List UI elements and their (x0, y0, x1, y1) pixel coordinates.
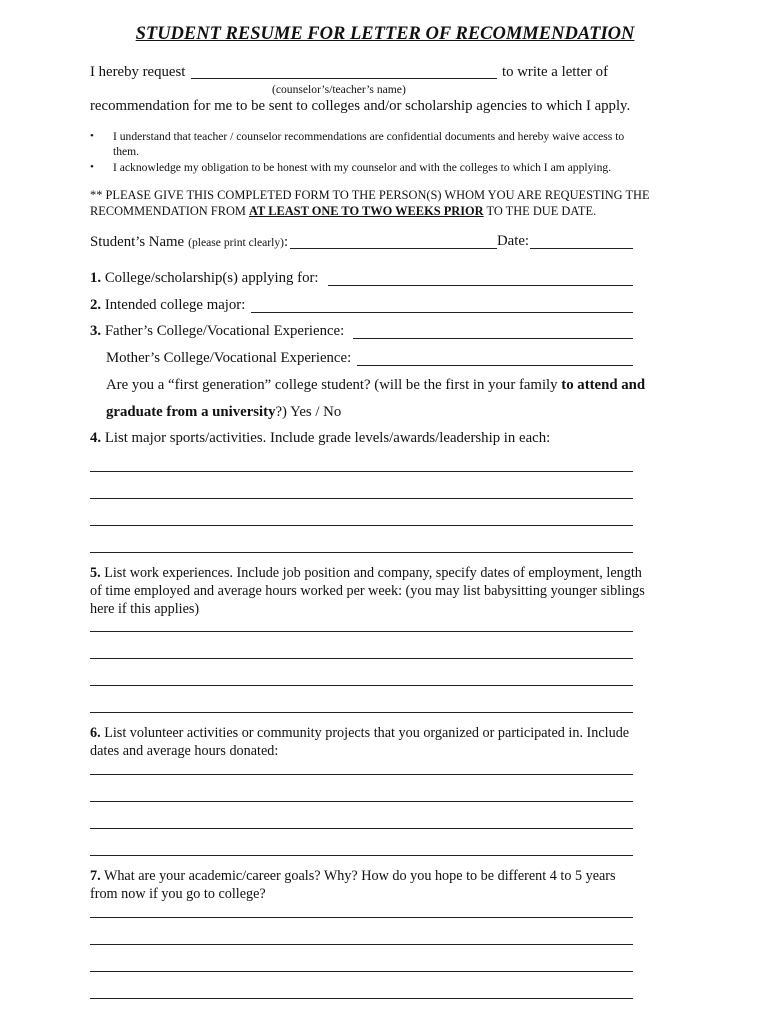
student-name-hint: (please print clearly) (188, 236, 285, 249)
question-7-line2: from now if you go to college? (90, 886, 266, 902)
answer-line[interactable] (90, 471, 633, 472)
answer-line[interactable] (90, 498, 633, 499)
question-4 (90, 430, 550, 447)
father-experience-field[interactable] (353, 338, 633, 339)
answer-line[interactable] (90, 917, 633, 918)
bullet-dot: • (90, 161, 94, 173)
notice-line1: ** PLEASE GIVE THIS COMPLETED FORM TO THE PERSON(S) WHOM YOU ARE REQUESTING THE (90, 188, 650, 202)
question-5-line3: here if this applies) (90, 601, 200, 617)
answer-line[interactable] (90, 971, 633, 972)
request-suffix: to write a letter of (502, 64, 608, 80)
notice-line2-suffix: TO THE DUE DATE. (483, 204, 597, 218)
notice-emphasis: AT LEAST ONE TO TWO WEEKS PRIOR (249, 204, 484, 218)
question-3-number: 3. (90, 323, 102, 339)
date-field[interactable] (530, 248, 633, 249)
answer-line[interactable] (90, 552, 633, 553)
question-5-number: 5. (90, 565, 101, 581)
first-generation-line1 (106, 377, 645, 394)
counselor-name-field[interactable] (191, 78, 497, 79)
question-6-text: List volunteer activities or community projects that you organized or participated in. Include (104, 725, 630, 741)
first-generation-bold-b: graduate from a university (106, 404, 276, 420)
question-4-text: List major sports/activities. Include grade levels/awards/leadership in each: (104, 430, 551, 446)
student-name-label: Student’s Name (90, 234, 185, 250)
answer-line[interactable] (90, 855, 633, 856)
question-3 (90, 323, 344, 340)
bullet-2-line1: I acknowledge my obligation to be honest with my counselor and with the colleges to which I am applying. (113, 161, 612, 174)
first-generation-line2 (106, 404, 341, 421)
first-generation-bold-a: to attend and (561, 377, 646, 393)
student-name-colon: : (284, 234, 289, 250)
notice-line2 (90, 204, 596, 219)
page-title: STUDENT RESUME FOR LETTER OF RECOMMENDATION (135, 24, 635, 44)
question-6-line2: dates and average hours donated: (90, 743, 279, 759)
question-3-text: Father’s College/Vocational Experience: (104, 323, 345, 339)
yes-no-choice[interactable]: ?) Yes / No (275, 404, 342, 420)
mother-experience-label: Mother’s College/Vocational Experience: (106, 350, 352, 366)
question-7-number: 7. (90, 868, 101, 884)
bullet-1-line1: I understand that teacher / counselor recommendations are confidential documents and hereby waive access to (113, 130, 625, 143)
answer-line[interactable] (90, 685, 633, 686)
college-applying-field[interactable] (328, 285, 633, 286)
question-6-line1 (90, 725, 629, 742)
date-label: Date: (497, 233, 530, 249)
notice-line2-prefix: RECOMMENDATION FROM (90, 204, 250, 218)
mother-experience-field[interactable] (357, 365, 633, 366)
question-5-line1 (90, 565, 642, 582)
question-1-text: College/scholarship(s) applying for: (104, 270, 319, 286)
question-7-line1 (90, 868, 616, 885)
question-6-number: 6. (90, 725, 101, 741)
bullet-dot: • (90, 130, 94, 142)
answer-line[interactable] (90, 525, 633, 526)
question-7-text: What are your academic/career goals? Why? How do you hope to be different 4 to 5 years (103, 868, 616, 884)
request-prefix: I hereby request (90, 64, 186, 80)
student-name-row (90, 233, 288, 251)
answer-line[interactable] (90, 712, 633, 713)
intended-major-field[interactable] (251, 312, 633, 313)
answer-line[interactable] (90, 998, 633, 999)
request-continuation: recommendation for me to be sent to colleges and/or scholarship agencies to which I apply. (90, 98, 631, 114)
first-generation-text: Are you a “first generation” college student? (will be the first in your family (106, 377, 562, 393)
question-5-line2: of time employed and average hours worked per week: (you may list babysitting younger siblings (90, 583, 645, 599)
answer-line[interactable] (90, 658, 633, 659)
question-1 (90, 270, 319, 287)
answer-line[interactable] (90, 774, 633, 775)
question-2-text: Intended college major: (104, 297, 246, 313)
bullet-1-line2: them. (113, 145, 140, 158)
question-5-text: List work experiences. Include job position and company, specify dates of employment, length (104, 565, 642, 581)
student-name-field[interactable] (290, 248, 497, 249)
question-1-number: 1. (90, 270, 102, 286)
answer-line[interactable] (90, 944, 633, 945)
counselor-name-caption: (counselor’s/teacher’s name) (272, 83, 406, 96)
answer-line[interactable] (90, 631, 633, 632)
question-2-number: 2. (90, 297, 102, 313)
question-4-number: 4. (90, 430, 102, 446)
question-2 (90, 297, 245, 314)
answer-line[interactable] (90, 801, 633, 802)
answer-line[interactable] (90, 828, 633, 829)
